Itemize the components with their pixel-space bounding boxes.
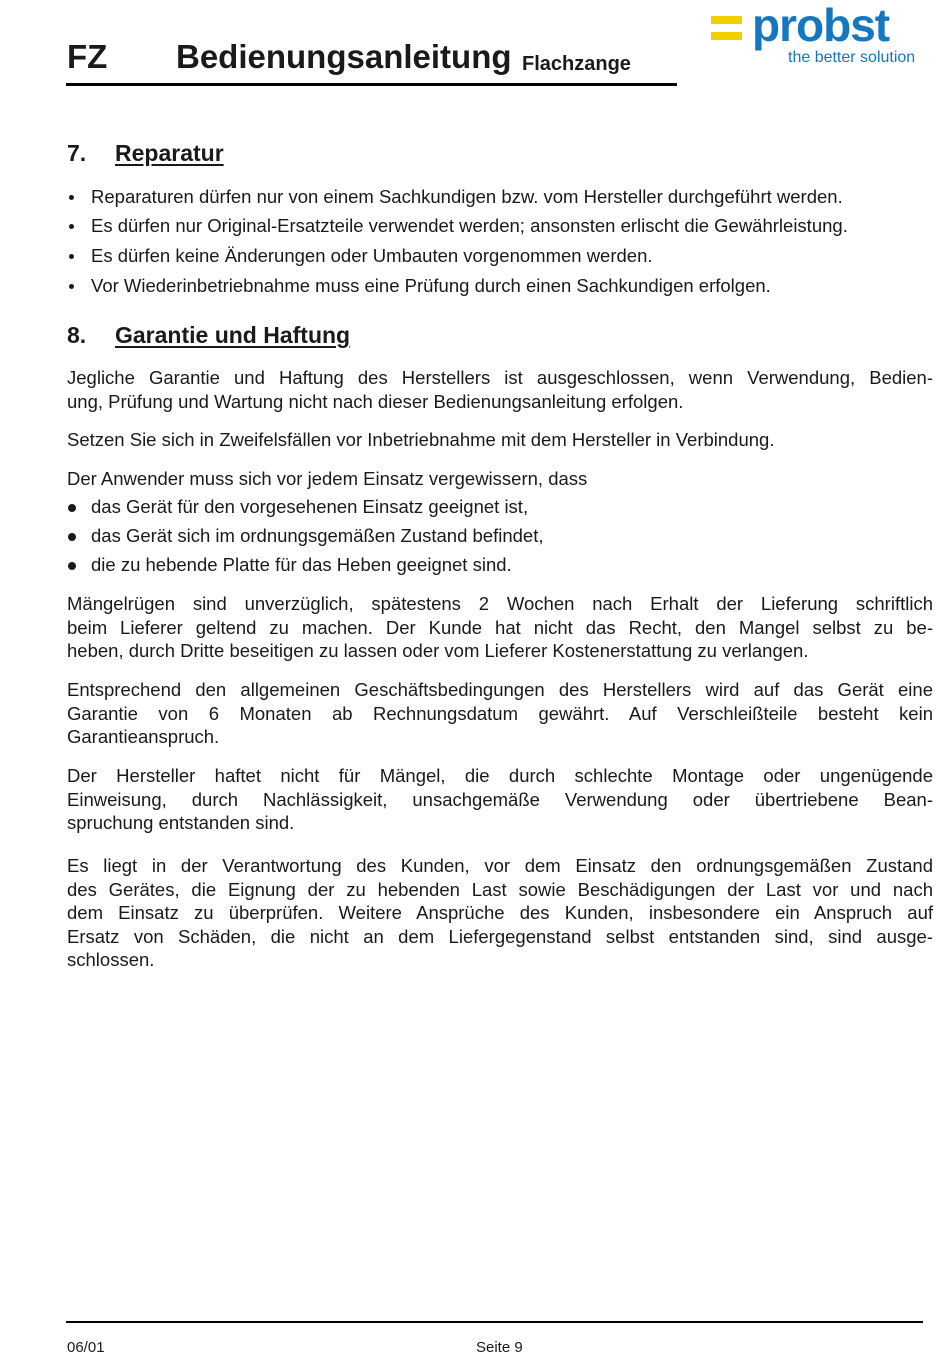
paragraph-garantie: Entsprechend den allgemeinen Geschäftsbedingungen des Herstellers wird auf das Gerät eine Garantie von 6 Monaten ab Rechnungsdatum gewährt. Auf Verschleißteile besteht kein Garantieanspruch. [67,679,933,747]
paragraph-haftung: Jegliche Garantie und Haftung des Herstellers ist ausgeschlossen, wenn Verwendung, Bedien- ung, Prüfung und Wartung nicht nach dieser Bedienungsanleitung erfolgen. [67,367,933,412]
paragraph-haftungsausschluss: Der Hersteller haftet nicht für Mängel, die durch schlechte Montage oder ungenügende Einweisung, durch Nachlässigkeit, unsachgemäße Verwendung oder übertriebene Bean- spruchung entstanden sind. [67,765,933,833]
section-title: Garantie und Haftung [115,322,351,348]
section-title: Reparatur [115,140,224,166]
logo-wordmark: probst [752,0,890,51]
paragraph-maengelruegen: Mängelrügen sind unverzüglich, spätestens 2 Wochen nach Erhalt der Lieferung schriftlich beim Lieferer geltend zu machen. Der Kunde hat nicht das Recht, den Mangel selbst zu be- heben, durch Dritte beseitigen zu lassen oder vom Lieferer Kostenerstattung zu verlangen. [67,593,933,661]
section-number: 8. [67,322,87,348]
header-rule [66,83,677,86]
section-heading-garantie [67,324,350,347]
footer-rule [66,1321,923,1323]
footer-date: 06/01 [67,1339,105,1356]
document-subtitle: Flachzange [522,53,631,75]
logo-tagline: the better solution [788,49,916,66]
document-code: FZ [67,38,108,75]
probst-logo [711,0,943,70]
document-title: Bedienungsanleitung [176,38,512,75]
paragraph-verantwortung: Es liegt in der Verantwortung des Kunden, vor dem Einsatz den ordnungsgemäßen Zustand des Gerätes, die Eignung der zu hebenden Last sowie Beschädigungen der Last vor und nach dem Einsatz zu überprüfen. Weitere Ansprüche des Kunden, insbesondere ein Anspruch auf Ersatz von Schäden, die nicht an dem Liefergegenstand selbst entstanden sind, sind ausge- schlossen. [67,855,933,970]
paragraph-anwender-intro: Der Anwender muss sich vor jedem Einsatz vergewissern, dass [67,468,588,489]
logo-bar-icon [711,16,742,24]
section-heading-reparatur [67,142,224,165]
logo-bar-icon [711,32,742,40]
paragraph-zweifelsfall: Setzen Sie sich in Zweifelsfällen vor Inbetriebnahme mit dem Hersteller in Verbindung. [67,429,775,450]
footer-page-number: Seite 9 [476,1339,523,1356]
section-number: 7. [67,140,87,166]
